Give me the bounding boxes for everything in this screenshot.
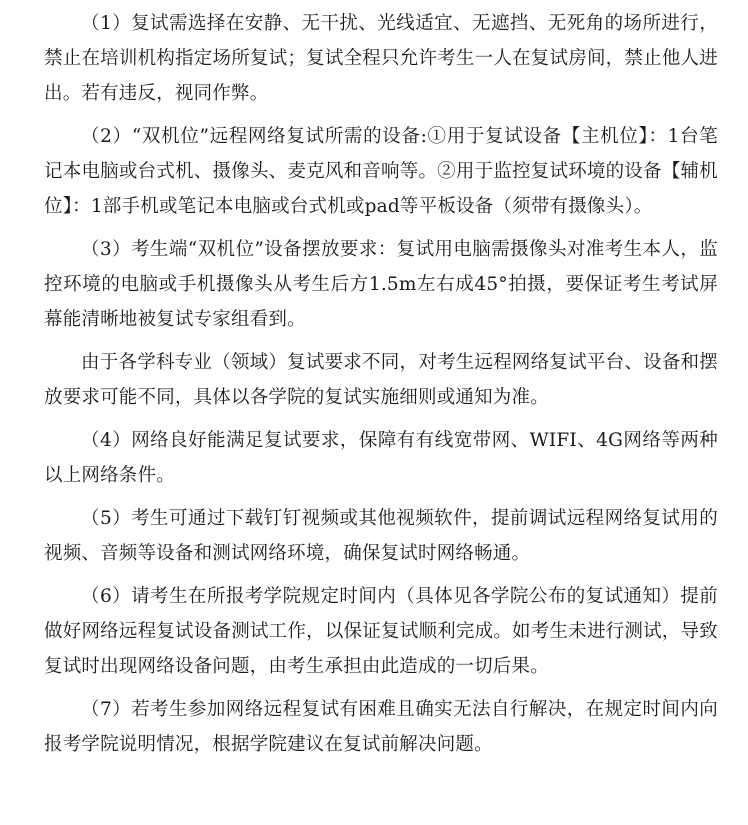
paragraph: （2）“双机位”远程网络复试所需的设备:①用于复试设备【主机位】：1台笔记本电脑或台式机、摄像头、麦克风和音响等。②用于监控复试环境的设备【辅机位】：1部手机或笔记本电脑或台式机或pad等平板设备（须带有摄像头）。: [44, 126, 718, 217]
paragraph: （7）若考生参加网络远程复试有困难且确实无法自行解决，在规定时间内向报考学院说明情况，根据学院建议在复试前解决问题。: [44, 699, 718, 755]
paragraph: （1）复试需选择在安静、无干扰、光线适宜、无遮挡、无死角的场所进行，禁止在培训机构指定场所复试；复试全程只允许考生一人在复试房间，禁止他人进出。若有违反，视同作弊。: [44, 13, 718, 104]
paragraph: （3）考生端“双机位”设备摆放要求：复试用电脑需摄像头对准考生本人，监控环境的电脑或手机摄像头从考生后方1.5m左右成45°拍摄，要保证考生考试屏幕能清晰地被复试专家组看到。: [44, 239, 718, 330]
paragraph: （6）请考生在所报考学院规定时间内（具体见各学院公布的复试通知）提前做好网络远程复试设备测试工作，以保证复试顺利完成。如考生未进行测试，导致复试时出现网络设备问题，由考生承担由此造成的一切后果。: [44, 586, 718, 677]
paragraph: （4）网络良好能满足复试要求，保障有有线宽带网、WIFI、4G网络等两种以上网络条件。: [44, 430, 718, 486]
paragraph: 由于各学科专业（领域）复试要求不同，对考生远程网络复试平台、设备和摆放要求可能不同，具体以各学院的复试实施细则或通知为准。: [44, 352, 718, 408]
paragraph: （5）考生可通过下载钉钉视频或其他视频软件，提前调试远程网络复试用的视频、音频等设备和测试网络环境，确保复试时网络畅通。: [44, 508, 718, 564]
